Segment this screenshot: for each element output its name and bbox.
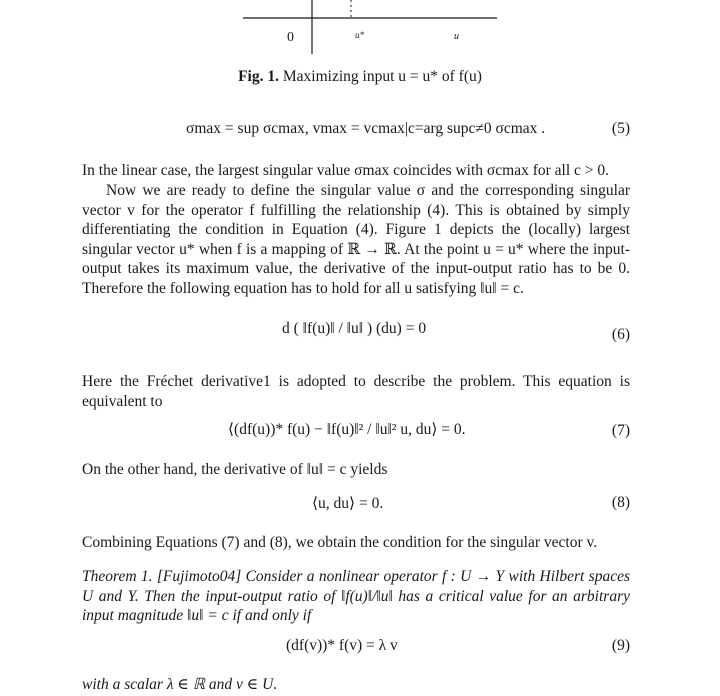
paragraph-combining: Combining Equations (7) and (8), we obtain the condition for the singular vector v.	[82, 534, 598, 551]
figure-caption	[0, 68, 720, 86]
tick-label-ustar: u*	[355, 30, 364, 40]
equation-5	[82, 118, 630, 152]
figure-caption-text: Maximizing input u = u* of f(u)	[282, 68, 482, 85]
equation-8-text: ⟨u, du⟩ = 0.	[312, 495, 384, 512]
equation-7-text: ⟨(df(u))* f(u) − ‖f(u)‖² / ‖u‖² u, du⟩ = 0.	[228, 421, 466, 438]
equation-6-body	[282, 320, 426, 338]
equation-6	[82, 314, 630, 358]
tick-label-u: u	[454, 31, 459, 42]
equation-7	[82, 410, 630, 452]
equation-8	[82, 494, 630, 516]
equation-7-body	[228, 420, 466, 439]
paragraph-derivative-norm: On the other hand, the derivative of ‖u‖ = c yields	[82, 461, 388, 478]
paragraph-linear-case: In the linear case, the largest singular value σmax coincides with σcmax for all c > 0.	[82, 162, 610, 179]
equation-9	[82, 637, 630, 659]
equation-8-body	[312, 494, 383, 513]
equation-9-body	[286, 637, 398, 655]
equation-6-number: (6)	[611, 326, 630, 343]
equation-9-number: (9)	[611, 637, 630, 654]
figure-1-axes	[0, 0, 720, 60]
equation-8-number: (8)	[611, 494, 630, 511]
equation-6-text: d ( ‖f(u)‖ / ‖u‖ ) (du) = 0	[282, 320, 427, 337]
equation-7-number: (7)	[611, 422, 630, 439]
paragraph-singular-value: Now we are ready to define the singular value σ and the corresponding singular vector v for the operator f fulfilling the relationship (4). This is obtained by simply differentiating the condition in Equation (4). Figure 1 depicts the (locally) largest singular vector u* when f is a mapping of ℝ → ℝ. At the point u = u* where the input-output takes its maximum value, the derivative of the input-output ratio has to be 0. Therefore the following equation has to hold for all u satisfying ‖u‖ = c.	[82, 182, 630, 297]
theorem-1: Theorem 1. [Fujimoto04] Consider a nonlinear operator f : U → Y with Hilbert spaces U and Y. Then the input-output ratio of ‖f(u)‖/‖u‖ has a critical value for an arbitrary input magnitude ‖u‖ = c if and only if	[82, 568, 630, 625]
tick-label-zero: 0	[287, 30, 294, 45]
paragraph-frechet: Here the Fréchet derivative1 is adopted to describe the problem. This equation is equivalent to	[82, 373, 630, 410]
equation-9-text: (df(v))* f(v) = λ v	[286, 637, 398, 654]
paragraph-scalar: with a scalar λ ∈ ℝ and v ∈ U.	[82, 676, 278, 693]
equation-5-number: (5)	[611, 120, 630, 137]
figure-caption-label: Fig. 1.	[238, 68, 279, 85]
equation-5-text: σmax = sup σcmax, vmax = vcmax|c=arg supc≠0 σcmax .	[186, 120, 546, 137]
equation-5-body	[186, 120, 545, 138]
